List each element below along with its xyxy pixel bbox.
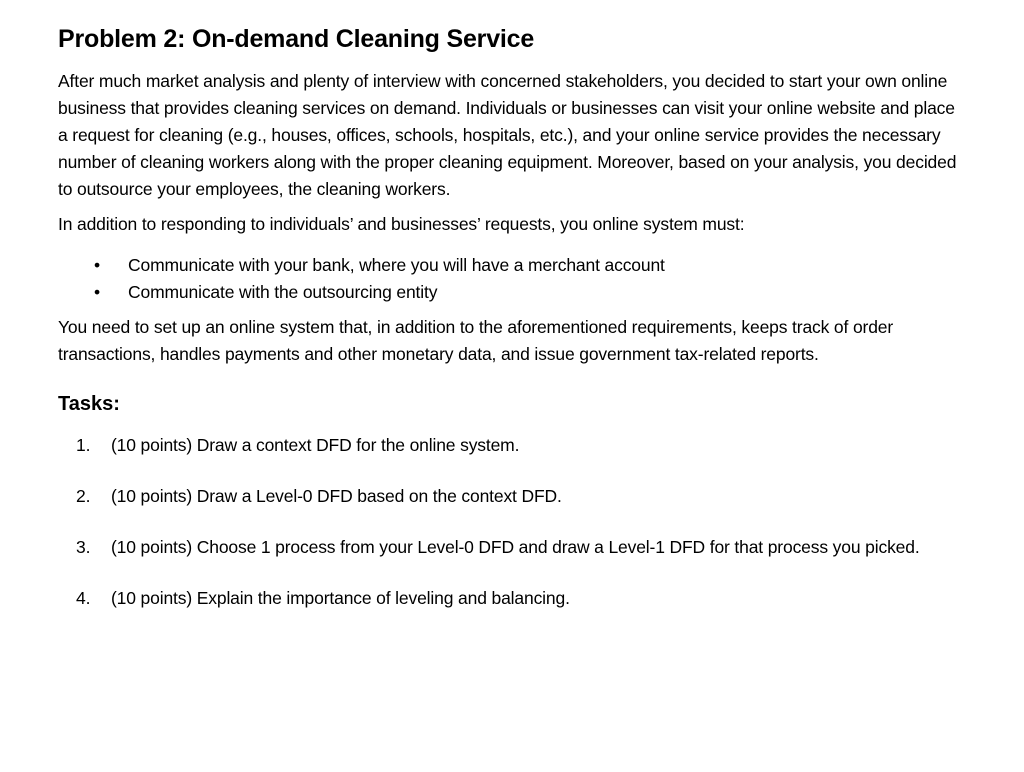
list-item [58, 252, 958, 279]
task-item [58, 432, 958, 459]
bullet-text: Communicate with your bank, where you will have a merchant account [128, 255, 665, 275]
requirements-intro: In addition to responding to individuals’ and businesses’ requests, you online system must: [58, 214, 745, 234]
task-number: 4. [76, 588, 91, 608]
problem-title: Problem 2: On-demand Cleaning Service [58, 25, 535, 53]
setup-paragraph: You need to set up an online system that, in addition to the aforementioned requirements, keeps track of order transactions, handles payments and other monetary data, and issue government tax-related reports. [58, 317, 894, 364]
task-number: 3. [76, 537, 91, 557]
tasks-list [58, 432, 958, 612]
task-number: 2. [76, 486, 91, 506]
intro-paragraph: After much market analysis and plenty of interview with concerned stakeholders, you decided to start your own online business that provides cleaning services on demand. Individuals or businesses can visit your online website and place a request for cleaning (e.g., houses, offices, schools, hospitals, etc.), and your online service provides the necessary number of cleaning workers along with the proper cleaning equipment. Moreover, based on your analysis, you decided to outsource your employees, the cleaning workers. [58, 71, 957, 199]
bullet-text: Communicate with the outsourcing entity [128, 282, 438, 302]
bullet-marker: • [94, 282, 100, 302]
task-number: 1. [76, 435, 91, 455]
task-item [58, 585, 958, 612]
task-text: (10 points) Draw a Level-0 DFD based on the context DFD. [111, 486, 562, 506]
task-text: (10 points) Choose 1 process from your Level-0 DFD and draw a Level-1 DFD for that process you picked. [111, 537, 920, 557]
document-page [58, 22, 958, 636]
tasks-heading: Tasks: [58, 393, 120, 415]
task-text: (10 points) Explain the importance of leveling and balancing. [111, 588, 570, 608]
task-item [58, 483, 958, 510]
task-text: (10 points) Draw a context DFD for the online system. [111, 435, 520, 455]
bullet-marker: • [94, 255, 100, 275]
task-item [58, 534, 958, 561]
requirements-list [58, 252, 958, 306]
list-item [58, 279, 958, 306]
